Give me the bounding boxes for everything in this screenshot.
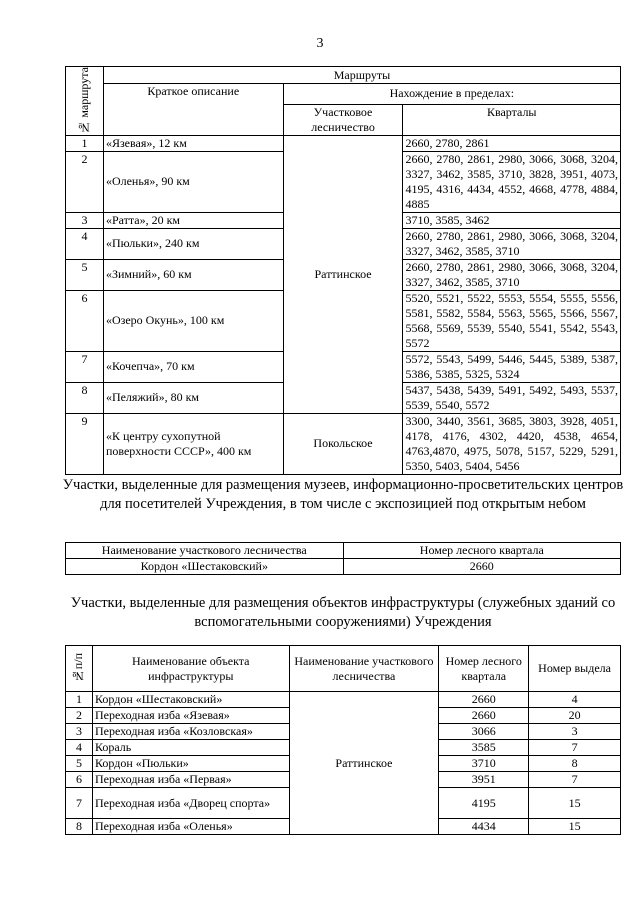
route-quarters: 5572, 5543, 5499, 5446, 5445, 5389, 5387, 5386, 5385, 5325, 5324 bbox=[403, 351, 621, 382]
header-location: Нахождение в пределах: bbox=[283, 84, 620, 105]
infra-number: 8 bbox=[66, 819, 93, 835]
page-number: 3 bbox=[316, 36, 324, 51]
route-number: 4 bbox=[66, 228, 104, 259]
route-description: «Озеро Окунь», 100 км bbox=[103, 290, 283, 351]
infra-section: 8 bbox=[529, 756, 621, 772]
route-description: «Ратта», 20 км bbox=[103, 212, 283, 228]
infra-row bbox=[66, 692, 621, 708]
route-number: 1 bbox=[66, 135, 104, 151]
infra-number: 7 bbox=[66, 788, 93, 819]
route-row bbox=[66, 413, 621, 474]
infrastructure-table bbox=[65, 645, 621, 835]
route-description: «Пюльки», 240 км bbox=[103, 228, 283, 259]
infra-quarter: 3585 bbox=[439, 740, 529, 756]
header-description: Краткое описание bbox=[103, 84, 283, 136]
infra-district: Раттинское bbox=[289, 692, 439, 835]
infra-name: Переходная изба «Первая» bbox=[92, 772, 289, 788]
infra-number: 6 bbox=[66, 772, 93, 788]
infra-quarter: 3710 bbox=[439, 756, 529, 772]
heading-museums: Участки, выделенные для размещения музеев, информационно-просветительских центров для посетителей Учреждения, в том числе с экспозицией под открытым небом bbox=[62, 477, 624, 512]
route-quarters: 3300, 3440, 3561, 3685, 3803, 3928, 4051, 4178, 4176, 4302, 4420, 4538, 4654, 4763,4870, 4975, 5078, 5157, 5229, 5291, 5350, 5403, 5404, 5456 bbox=[403, 413, 621, 474]
district-rattinskoe: Раттинское bbox=[283, 135, 403, 413]
infra-name: Кордон «Шестаковский» bbox=[92, 692, 289, 708]
infra-name: Переходная изба «Дворец спорта» bbox=[92, 788, 289, 819]
route-quarters: 2660, 2780, 2861, 2980, 3066, 3068, 3204, 3327, 3462, 3585, 3710 bbox=[403, 259, 621, 290]
route-description: «Оленья», 90 км bbox=[103, 151, 283, 212]
route-number: 2 bbox=[66, 151, 104, 212]
infra-quarter: 2660 bbox=[439, 692, 529, 708]
infra-name: Переходная изба «Козловская» bbox=[92, 724, 289, 740]
route-number: 3 bbox=[66, 212, 104, 228]
museum-table bbox=[65, 542, 621, 575]
infra-number: 5 bbox=[66, 756, 93, 772]
route-quarters: 2660, 2780, 2861, 2980, 3066, 3068, 3204, 3327, 3462, 3585, 3710 bbox=[403, 228, 621, 259]
route-number: 7 bbox=[66, 351, 104, 382]
infra-section: 7 bbox=[529, 740, 621, 756]
route-description: «Язевая», 12 км bbox=[103, 135, 283, 151]
infra-header-number: №п/п bbox=[66, 646, 93, 692]
infra-name: Кордон «Пюльки» bbox=[92, 756, 289, 772]
district-pokolskoe: Покольское bbox=[283, 413, 403, 474]
infra-quarter: 4434 bbox=[439, 819, 529, 835]
route-description: «К центру сухопутной поверхности СССР», 400 км bbox=[103, 413, 283, 474]
infra-number: 1 bbox=[66, 692, 93, 708]
route-description: «Зимний», 60 км bbox=[103, 259, 283, 290]
route-quarters: 5437, 5438, 5439, 5491, 5492, 5493, 5537, 5539, 5540, 5572 bbox=[403, 382, 621, 413]
route-number: 5 bbox=[66, 259, 104, 290]
infra-quarter: 2660 bbox=[439, 708, 529, 724]
routes-table bbox=[65, 66, 621, 475]
header-quarters: Кварталы bbox=[403, 104, 621, 135]
heading-infrastructure: Участки, выделенные для размещения объектов инфраструктуры (служебных зданий со вспомогательными сооружениями) Учреждения bbox=[70, 595, 616, 630]
infra-number: 2 bbox=[66, 708, 93, 724]
museum-quarter: 2660 bbox=[343, 559, 620, 575]
route-quarters: 2660, 2780, 2861, 2980, 3066, 3068, 3204, 3327, 3462, 3585, 3710, 3828, 3951, 4073, 4195, 4316, 4434, 4552, 4668, 4778, 4884, 4885 bbox=[403, 151, 621, 212]
infra-header-section: Номер выдела bbox=[529, 646, 621, 692]
museum-header-quarter: Номер лесного квартала bbox=[343, 543, 620, 559]
infra-name: Переходная изба «Язевая» bbox=[92, 708, 289, 724]
infra-name: Кораль bbox=[92, 740, 289, 756]
route-quarters: 5520, 5521, 5522, 5553, 5554, 5555, 5556, 5581, 5582, 5584, 5563, 5565, 5566, 5567, 5568, 5569, 5539, 5540, 5541, 5542, 5543, 5572 bbox=[403, 290, 621, 351]
infra-name: Переходная изба «Оленья» bbox=[92, 819, 289, 835]
infra-header-object: Наименование объекта инфраструктуры bbox=[92, 646, 289, 692]
infra-section: 15 bbox=[529, 788, 621, 819]
route-number: 6 bbox=[66, 290, 104, 351]
route-row bbox=[66, 135, 621, 151]
route-number: 9 bbox=[66, 413, 104, 474]
infra-number: 4 bbox=[66, 740, 93, 756]
route-description: «Кочепча», 70 км bbox=[103, 351, 283, 382]
museum-name: Кордон «Шестаковский» bbox=[66, 559, 344, 575]
header-routes: Маршруты bbox=[103, 67, 620, 84]
infra-section: 3 bbox=[529, 724, 621, 740]
route-description: «Пеляжий», 80 км bbox=[103, 382, 283, 413]
infra-quarter: 4195 bbox=[439, 788, 529, 819]
infra-quarter: 3066 bbox=[439, 724, 529, 740]
route-quarters: 3710, 3585, 3462 bbox=[403, 212, 621, 228]
route-number: 8 bbox=[66, 382, 104, 413]
infra-section: 15 bbox=[529, 819, 621, 835]
route-quarters: 2660, 2780, 2861 bbox=[403, 135, 621, 151]
infra-section: 20 bbox=[529, 708, 621, 724]
infra-header-quarter: Номер лесного квартала bbox=[439, 646, 529, 692]
infra-header-district: Наименование участкового лесничества bbox=[289, 646, 439, 692]
header-district: Участковое лесничество bbox=[283, 104, 403, 135]
infra-quarter: 3951 bbox=[439, 772, 529, 788]
header-route-number: № маршрута bbox=[66, 67, 104, 136]
infra-section: 4 bbox=[529, 692, 621, 708]
museum-header-district: Наименование участкового лесничества bbox=[66, 543, 344, 559]
infra-number: 3 bbox=[66, 724, 93, 740]
infra-section: 7 bbox=[529, 772, 621, 788]
